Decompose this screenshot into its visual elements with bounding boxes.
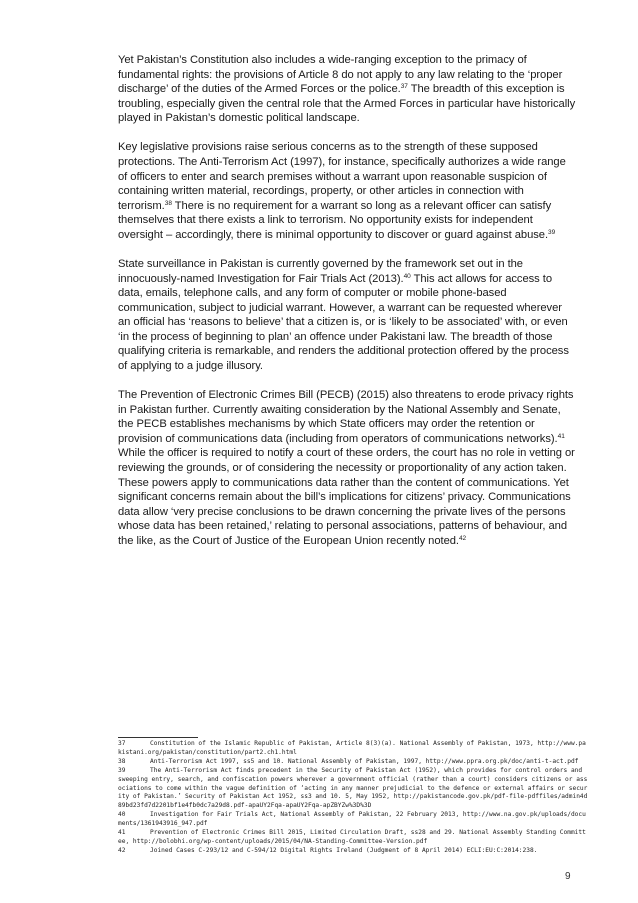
footnote xyxy=(118,829,588,847)
paragraph-text: The Prevention of Electronic Crimes Bill (PECB) (2015) also threatens to erode privacy rights in Pakistan further. Currently awaiting consideration by the National Assembly and Senate, the PECB establishes mechanisms by which State officers may order the retention or provision of communications data (including from operators of communications networks). xyxy=(118,389,574,445)
footnote-number: 42 xyxy=(118,846,126,854)
footnote-reference[interactable]: 41 xyxy=(557,432,565,440)
footnote-number: 41 xyxy=(118,829,126,837)
footnote-number: 40 xyxy=(118,811,126,819)
paragraph xyxy=(118,53,576,126)
footnote-text: Prevention of Electronic Crimes Bill 2015, Limited Circulation Draft, ss28 and 29. National Assembly Standing Committee, http://bolobhi.org/wp-content/uploads/2015/04/NA-Standing-Committee-Version.pdf xyxy=(118,829,586,845)
paragraph xyxy=(118,140,576,242)
footnote-reference[interactable]: 37 xyxy=(400,83,408,91)
body-text xyxy=(118,53,576,563)
footnote-reference[interactable]: 38 xyxy=(164,199,172,207)
footnote-divider xyxy=(118,737,198,738)
footnote xyxy=(118,811,588,829)
footnote-text: Investigation for Fair Trials Act, National Assembly of Pakistan, 22 February 2013, http://www.na.gov.pk/uploads/documents/1361943916_947.pdf xyxy=(118,811,586,828)
paragraph-text: While the officer is required to notify a court of these orders, the court has no role in vetting or reviewing the grounds, or of considering the necessity or proportionality of any action taken. These powers apply to communications data rather than the content of communications. Yet significant concerns remain about the bill’s implications for citizens’ privacy. Communications data allow ‘very precise conclusions to be drawn concerning the private lives of the persons whose data has been retained,’ relating to personal associations, patterns of behaviour, and the like, as the Court of Justice of the European Union recently noted. xyxy=(118,447,575,547)
footnote-text: Constitution of the Islamic Republic of Pakistan, Article 8(3)(a). National Assembly of Pakistan, 1973, http://www.pakistani.org/pakistan/constitution/part2.ch1.html xyxy=(118,740,586,756)
paragraph-text: State surveillance in Pakistan is currently governed by the framework set out in the innocuously-named Investigation for Fair Trials Act (2013). xyxy=(118,257,523,285)
paragraph-text: Yet Pakistan’s Constitution also includes a wide-ranging exception to the primacy of fundamental rights: the provisions of Article 8 do not apply to any law relating to the ‘proper discharge’ of the duties of the Armed Forces or the police. xyxy=(118,54,563,96)
page-number: 9 xyxy=(565,871,571,882)
footnote xyxy=(118,740,588,758)
paragraph-text: Key legislative provisions raise serious concerns as to the strength of these supposed protections. The Anti-Terrorism Act (1997), for instance, specifically authorizes a wide range of officers to enter and search premises without a warrant upon reasonable suspicion of containing written material, recordings, property, or other articles in connection with terrorism. xyxy=(118,141,566,212)
paragraph xyxy=(118,388,576,549)
footnote-reference[interactable]: 40 xyxy=(403,272,411,280)
paragraph-text: This act allows for access to data, emails, telephone calls, and any form of computer or mobile phone-based communication, subject to judicial warrant. However, a warrant can be requested wherever an official has ‘reasons to believe’ that a citizen is, or is ‘likely to be associated’ with, or even ‘in the process of beginning to plan’ an offence under Pakistani law. The breadth of those qualifying criteria is remarkable, and renders the additional protection offered by the process of applying to a judge illusory. xyxy=(118,272,569,373)
paragraph-text: There is no requirement for a warrant so long as a relevant officer can satisfy themselves that there exists a link to terrorism. No opportunity exists for independent oversight – accordingly, there is minimal opportunity to discover or guard against abuse. xyxy=(118,199,552,241)
footnote-text: Joined Cases C-293/12 and C-594/12 Digital Rights Ireland (Judgment of 8 April 2014) ECLI:EU:C:2014:238. xyxy=(150,846,538,854)
footnote-number: 37 xyxy=(118,740,126,747)
footnote-reference[interactable]: 42 xyxy=(458,534,467,542)
paragraph-text: The breadth of this exception is troubling, especially given the central role that the Armed Forces in particular have historically played in Pakistan’s domestic political landscape. xyxy=(118,83,576,125)
footnote xyxy=(118,758,588,767)
footnote-number: 39 xyxy=(118,766,126,774)
footnotes xyxy=(118,740,588,856)
footnote-text: Anti-Terrorism Act 1997, ss5 and 10. National Assembly of Pakistan, 1997, http://www.ppra.org.pk/doc/anti-t-act.pdf xyxy=(150,757,579,765)
footnote-number: 38 xyxy=(118,757,126,765)
footnote xyxy=(118,767,588,812)
footnote-text: The Anti-Terrorism Act finds precedent in the Security of Pakistan Act (1952), which provides for control orders and sweeping entry, search, and confiscation powers wherever a government official (rather than a court) considers citizens or associations to come within the vague definition of ‘acting in any manner prejudicial to the defence or external affairs or security of Pakistan.’ Security of Pakistan Act 1952, ss3 and 10. 5, May 1952, http://pakistancode.gov.pk/pdf-file-pdffiles/admin4d89bd23fd7d2201bf1e4fb0dc7a29d8.pdf-apaUY2Fqa-apaUY2Fqa-apZBYZw%3D%3D xyxy=(118,766,588,810)
footnote-reference[interactable]: 39 xyxy=(548,228,556,236)
paragraph xyxy=(118,257,576,374)
footnote xyxy=(118,847,588,856)
